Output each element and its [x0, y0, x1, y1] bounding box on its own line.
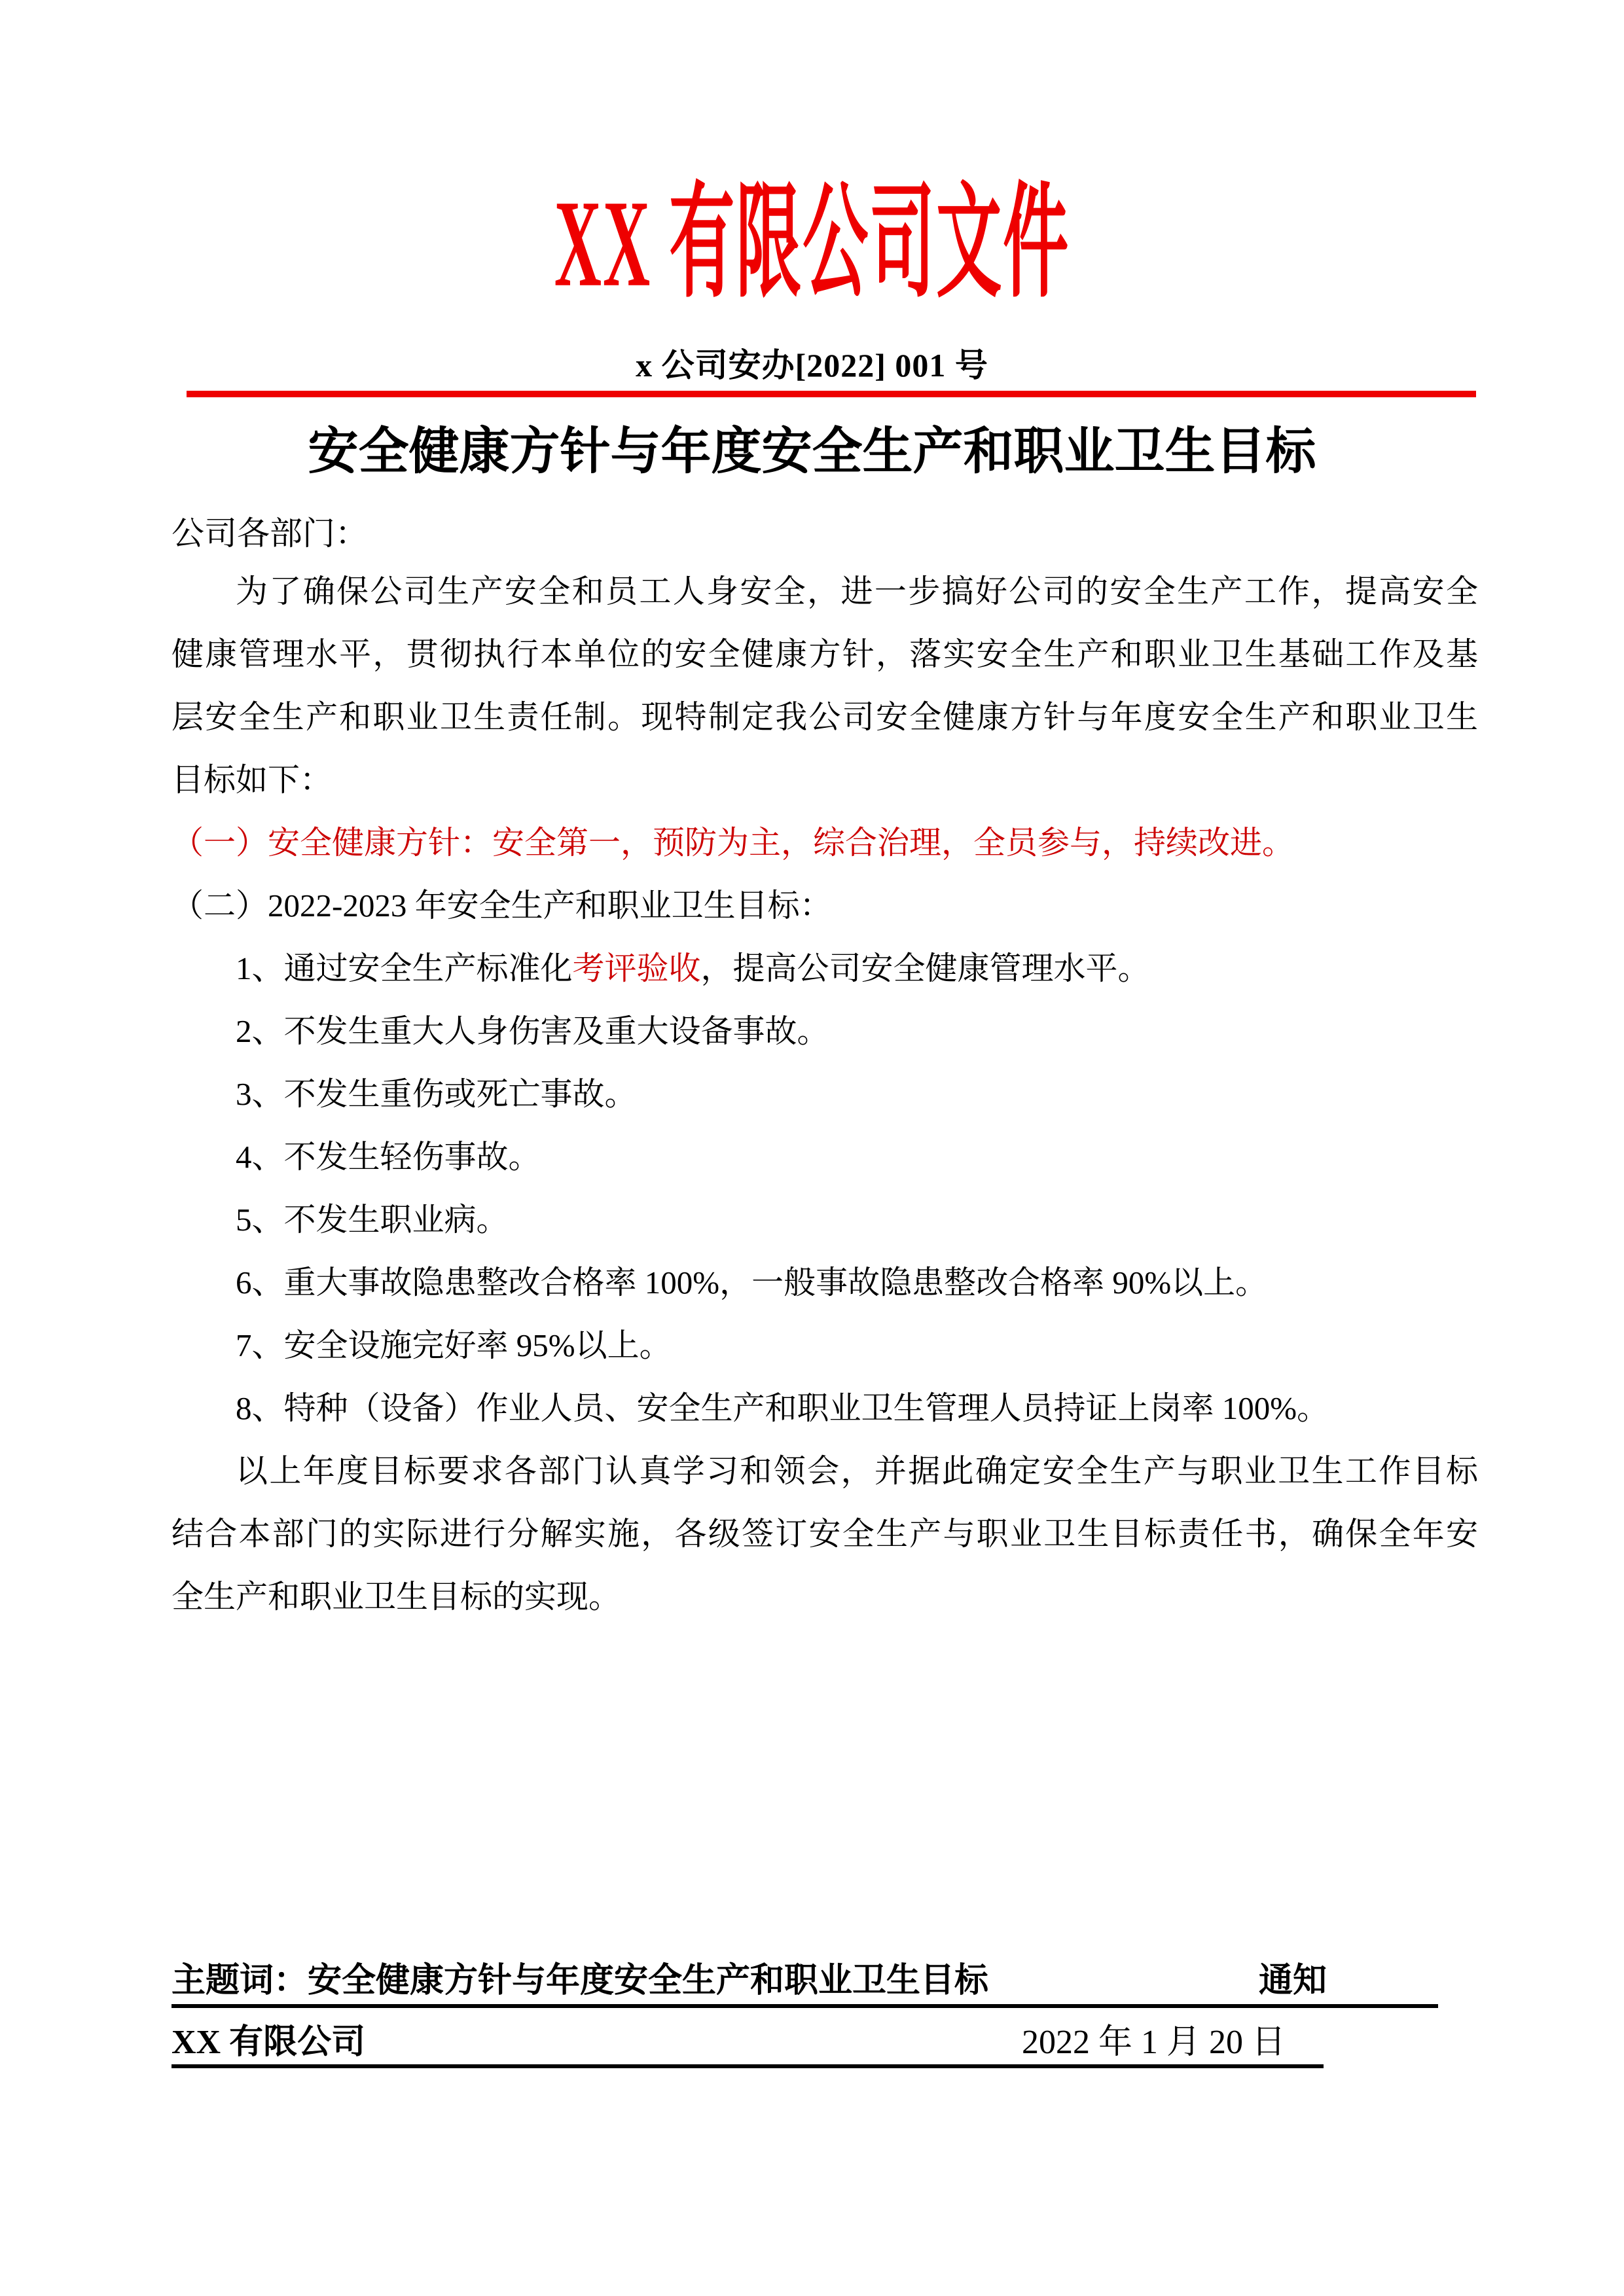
- salutation: 公司各部门：: [171, 515, 368, 552]
- closing-line: 以上年度目标要求各部门认真学习和领会，并据此确定安全生产与职业卫生工作目标: [236, 1453, 1478, 1489]
- goal-item: 4、不发生轻伤事故。: [236, 1139, 541, 1175]
- goal-item: 7、安全设施完好率 95%以上。: [236, 1327, 672, 1363]
- intro-line: 层安全生产和职业卫生责任制。现特制定我公司安全健康方针与年度安全生产和职业卫生: [171, 699, 1478, 735]
- subject-line: 主题词：安全健康方针与年度安全生产和职业卫生目标: [171, 1962, 989, 2000]
- policy-line: （一）安全健康方针：安全第一，预防为主，综合治理，全员参与，持续改进。: [171, 825, 1295, 861]
- footer-subject-row: [171, 1960, 1438, 2003]
- goals-heading: （二）2022-2023 年安全生产和职业卫生目标：: [171, 888, 832, 924]
- goal-item: 5、不发生职业病。: [236, 1202, 509, 1238]
- intro-line: 健康管理水平，贯彻执行本单位的安全健康方针，落实安全生产和职业卫生基础工作及基: [171, 636, 1478, 672]
- goal-item: [171, 937, 1478, 1000]
- doc-number: x 公司安办[2022] 001 号: [636, 347, 988, 384]
- closing-line: 结合本部门的实际进行分解实施，各级签订安全生产与职业卫生目标责任书，确保全年安: [171, 1516, 1478, 1552]
- footer-rule-bottom: [171, 2064, 1324, 2068]
- letterhead: [0, 174, 1624, 313]
- intro-line: 目标如下：: [171, 762, 333, 798]
- footer-issuer-row: [171, 2021, 1324, 2064]
- intro-line: 为了确保公司生产安全和员工人身安全，进一步搞好公司的安全生产工作，提高安全: [236, 573, 1478, 609]
- issue-date: 2022 年 1 月 20 日: [1021, 2024, 1286, 2061]
- goal-item-text: 1、通过安全生产标准化: [236, 950, 573, 986]
- issuer-name: XX 有限公司: [171, 2024, 366, 2061]
- goal-item: 2、不发生重大人身伤害及重大设备事故。: [236, 1013, 829, 1049]
- document-title: 安全健康方针与年度安全生产和职业卫生目标: [308, 423, 1316, 480]
- goal-item: 3、不发生重伤或死亡事故。: [236, 1076, 637, 1112]
- letterhead-text: XX 有限公司文件: [554, 174, 1070, 313]
- red-separator-rule: [187, 391, 1476, 397]
- goal-item-highlight: 考评验收: [572, 950, 701, 986]
- goal-item: 8、特种（设备）作业人员、安全生产和职业卫生管理人员持证上岗率 100%。: [236, 1390, 1329, 1426]
- document-body: [171, 560, 1478, 1628]
- goal-item-text: ，提高公司安全健康管理水平。: [700, 950, 1150, 986]
- doc-type-label: 通知: [1258, 1962, 1327, 2000]
- closing-line: 全生产和职业卫生目标的实现。: [171, 1579, 621, 1615]
- goal-item: 6、重大事故隐患整改合格率 100%，一般事故隐患整改合格率 90%以上。: [236, 1265, 1268, 1300]
- footer-rule-top: [171, 2004, 1438, 2008]
